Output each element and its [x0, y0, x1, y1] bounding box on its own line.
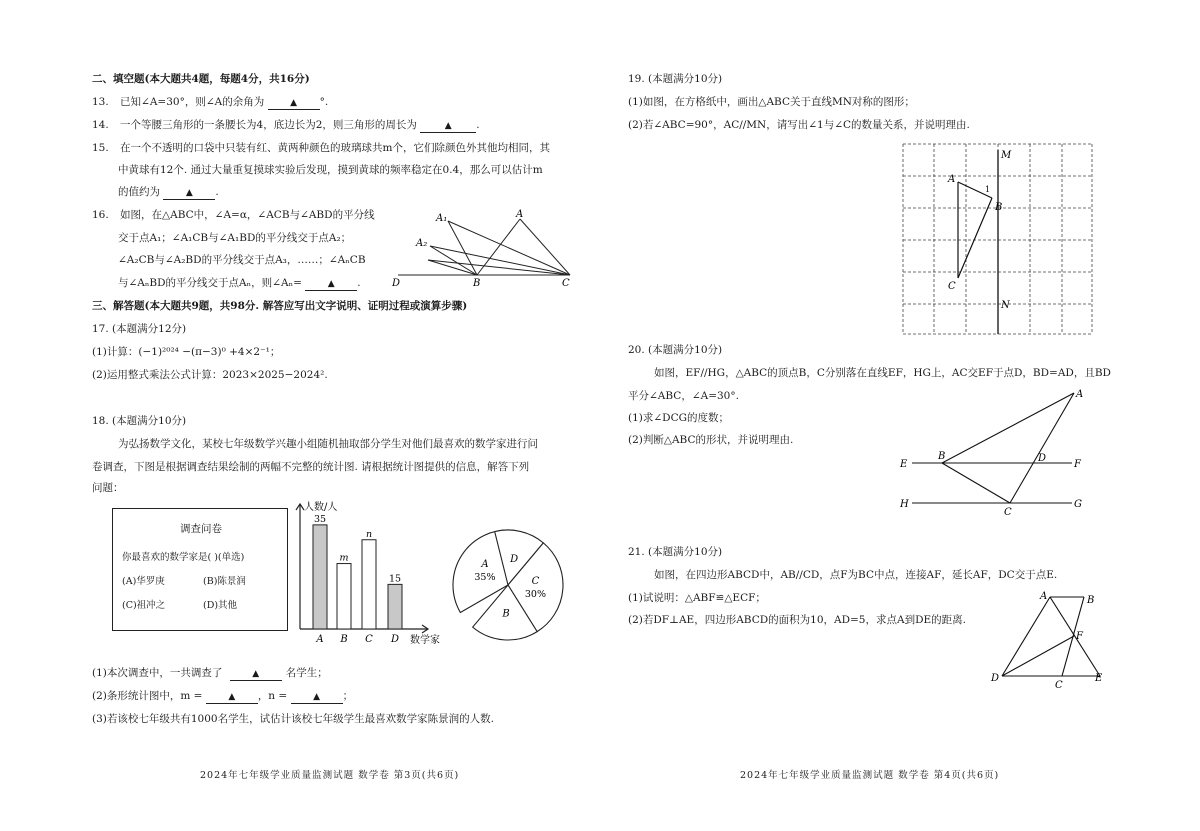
answer-blank-18-1: ▲ — [230, 669, 282, 681]
label-C: C — [562, 278, 570, 289]
survey-question: 你最喜欢的数学家是( )(单选) — [122, 552, 245, 563]
answer-blank-13: ▲ — [268, 98, 320, 110]
survey-option-d: (D)其他 — [203, 600, 238, 611]
label-C: C — [1055, 680, 1063, 691]
label-E: E — [900, 459, 908, 470]
label-A1: A₁ — [436, 213, 448, 224]
bar-a — [313, 525, 327, 629]
q19-grid-figure — [898, 140, 1094, 336]
label-A: A — [1076, 389, 1084, 400]
label-C: C — [1004, 507, 1012, 518]
section3-title: 三、解答题(本大题共9题，共98分. 解答应写出文字说明、证明过程或演算步骤) — [92, 300, 468, 312]
bar-c — [362, 540, 376, 629]
label-G: G — [1074, 499, 1082, 510]
label-D: D — [392, 278, 401, 289]
label-H: H — [900, 499, 909, 510]
question-20-line1: 如图，EF//HG，△ABC的顶点B，C分别落在直线EF，HG上，AC交EF于点D，BD=AD，且BD — [654, 367, 1111, 379]
label-D: D — [1038, 453, 1047, 464]
label-D: D — [991, 673, 1000, 684]
question-15-line3: 的值约为 ▲ . — [118, 186, 219, 198]
label-angle-1: 1 — [985, 185, 991, 194]
bar-chart — [290, 498, 465, 648]
pie-label-a: A — [481, 559, 489, 571]
bar-tick-label-a: A — [316, 634, 324, 645]
question-13: 13. 已知∠A=30°，则∠A的余角为 ▲ °. — [92, 96, 329, 108]
label-N: N — [1001, 300, 1010, 311]
bar-value-label-d: 15 — [388, 573, 402, 585]
question-20-head: 20. (本题满分10分) — [628, 344, 723, 356]
pie-label-d: D — [510, 554, 519, 566]
answer-blank-15: ▲ — [163, 188, 215, 200]
question-17-part2: (2)运用整式乘法公式计算：2023×2025−2024². — [92, 369, 328, 381]
question-18-part3: (3)若该校七年级共有1000名学生，试估计该校七年级学生最喜欢数学家陈景润的人数. — [92, 713, 494, 725]
bar-tick-label-d: D — [390, 634, 400, 645]
label-B: B — [1087, 595, 1095, 606]
bar-tick-label-b: B — [340, 634, 348, 645]
question-19-part2: (2)若∠ABC=90°，AC//MN，请写出∠1与∠C的数量关系，并说明理由. — [628, 119, 970, 131]
label-A2: A₂ — [416, 238, 428, 249]
label-B: B — [995, 202, 1003, 213]
q16-triangle-figure — [390, 204, 580, 290]
question-21-head: 21. (本题满分10分) — [628, 546, 723, 558]
bar-b — [337, 564, 351, 629]
bar-value-label-c: n — [365, 528, 373, 540]
footer-page-3: 2024年七年级学业质量监测试题 数学卷 第3页(共6页) — [200, 770, 460, 781]
question-18-part2: (2)条形统计图中，m = ▲ ，n = ▲ ； — [92, 690, 354, 702]
right-page — [600, 0, 1200, 831]
label-C: C — [948, 281, 956, 292]
question-18-intro3: 问题： — [92, 482, 124, 494]
question-21-part1: (1)试说明：△ABF≌△ECF； — [628, 592, 766, 604]
question-16-line1: 16. 如图，在△ABC中，∠A=α，∠ACB与∠ABD的平分线 — [92, 209, 375, 221]
bar-chart-y-label: 人数/人 — [304, 502, 338, 513]
question-16-line2: 交于点A₁；∠A₁CB与∠A₁BD的平分线交于点A₂； — [118, 232, 352, 244]
bar-chart-x-label: 数学家 — [410, 635, 440, 646]
pie-percent-a: 35% — [474, 572, 496, 584]
pie-label-c: C — [531, 575, 540, 587]
q21-quadrilateral-figure — [988, 588, 1108, 694]
question-19-part1: (1)如图，在方格纸中，画出△ABC关于直线MN对称的图形； — [628, 96, 915, 108]
question-17-part1: (1)计算：(−1)²⁰²⁴ −(π−3)⁰ +4×2⁻¹； — [92, 346, 281, 358]
answer-blank-18-m: ▲ — [206, 692, 258, 704]
label-B: B — [938, 451, 946, 462]
question-16-line3: ∠A₂CB与∠A₂BD的平分线交于点A₃，……；∠AₙCB — [118, 254, 366, 266]
survey-option-c: (C)祖冲之 — [122, 600, 166, 611]
question-19-head: 19. (本题满分10分) — [628, 73, 723, 85]
label-A: A — [948, 174, 956, 185]
survey-option-b: (B)陈景润 — [203, 576, 246, 587]
label-F: F — [1076, 631, 1083, 642]
survey-option-a: (A)华罗庚 — [122, 576, 165, 587]
question-20-part1: (1)求∠DCG的度数； — [628, 412, 730, 424]
section2-title: 二、填空题(本大题共4题，每题4分，共16分) — [92, 73, 310, 85]
answer-blank-18-n: ▲ — [291, 692, 343, 704]
label-E: E — [1095, 673, 1103, 684]
bar-d — [388, 584, 402, 629]
question-20-line2: 平分∠ABC，∠A=30°. — [628, 390, 739, 402]
pie-label-b: B — [502, 608, 510, 620]
bar-value-label-b: m — [339, 552, 349, 564]
question-15-line1: 15. 在一个不透明的口袋中只装有红、黄两种颜色的玻璃球共m个，它们除颜色外其他均相同，其 — [92, 142, 551, 154]
question-18-head: 18. (本题满分10分) — [92, 415, 187, 427]
answer-blank-16: ▲ — [305, 279, 357, 291]
question-16-line4: 与∠AₙBD的平分线交于点Aₙ，则∠Aₙ= ▲ . — [118, 277, 361, 289]
question-18-intro2: 卷调查，下图是根据调查结果绘制的两幅不完整的统计图. 请根据统计图提供的信息，解答下列 — [92, 461, 530, 473]
survey-questionnaire-box — [112, 508, 288, 631]
bar-tick-label-c: C — [365, 634, 373, 645]
label-A: A — [1040, 591, 1048, 602]
footer-page-4: 2024年七年级学业质量监测试题 数学卷 第4页(共6页) — [740, 770, 1000, 781]
label-M: M — [1001, 150, 1012, 161]
question-17-head: 17. (本题满分12分) — [92, 323, 187, 335]
question-21-part2: (2)若DF⊥AE，四边形ABCD的面积为10，AD=5，求点A到DE的距离. — [628, 614, 966, 626]
pie-chart — [448, 525, 568, 645]
label-A: A — [516, 209, 524, 220]
question-15-line2: 中黄球有12个. 通过大量重复摸球实验后发现，摸到黄球的频率稳定在0.4，那么可以估计m — [118, 164, 543, 176]
triangle-ABC — [958, 182, 992, 278]
question-18-intro1: 为弘扬数学文化，某校七年级数学兴趣小组随机抽取部分学生对他们最喜欢的数学家进行问 — [118, 438, 538, 450]
question-21-line1: 如图，在四边形ABCD中，AB//CD，点F为BC中点，连接AF，延长AF，DC交于点E. — [654, 569, 1058, 581]
question-18-part1: (1)本次调查中，一共调查了 ▲ 名学生； — [92, 667, 328, 679]
question-14: 14. 一个等腰三角形的一条腰长为4，底边长为2，则三角形的周长为 ▲ . — [92, 119, 480, 131]
question-20-part2: (2)判断△ABC的形状，并说明理由. — [628, 434, 794, 446]
label-F: F — [1074, 459, 1081, 470]
survey-title: 调查问卷 — [180, 523, 222, 535]
q20-parallel-lines-figure — [896, 385, 1096, 520]
pie-percent-c: 30% — [524, 588, 546, 600]
answer-blank-14: ▲ — [420, 121, 476, 133]
bar-value-label-a: 35 — [313, 513, 327, 525]
label-B: B — [473, 278, 481, 289]
